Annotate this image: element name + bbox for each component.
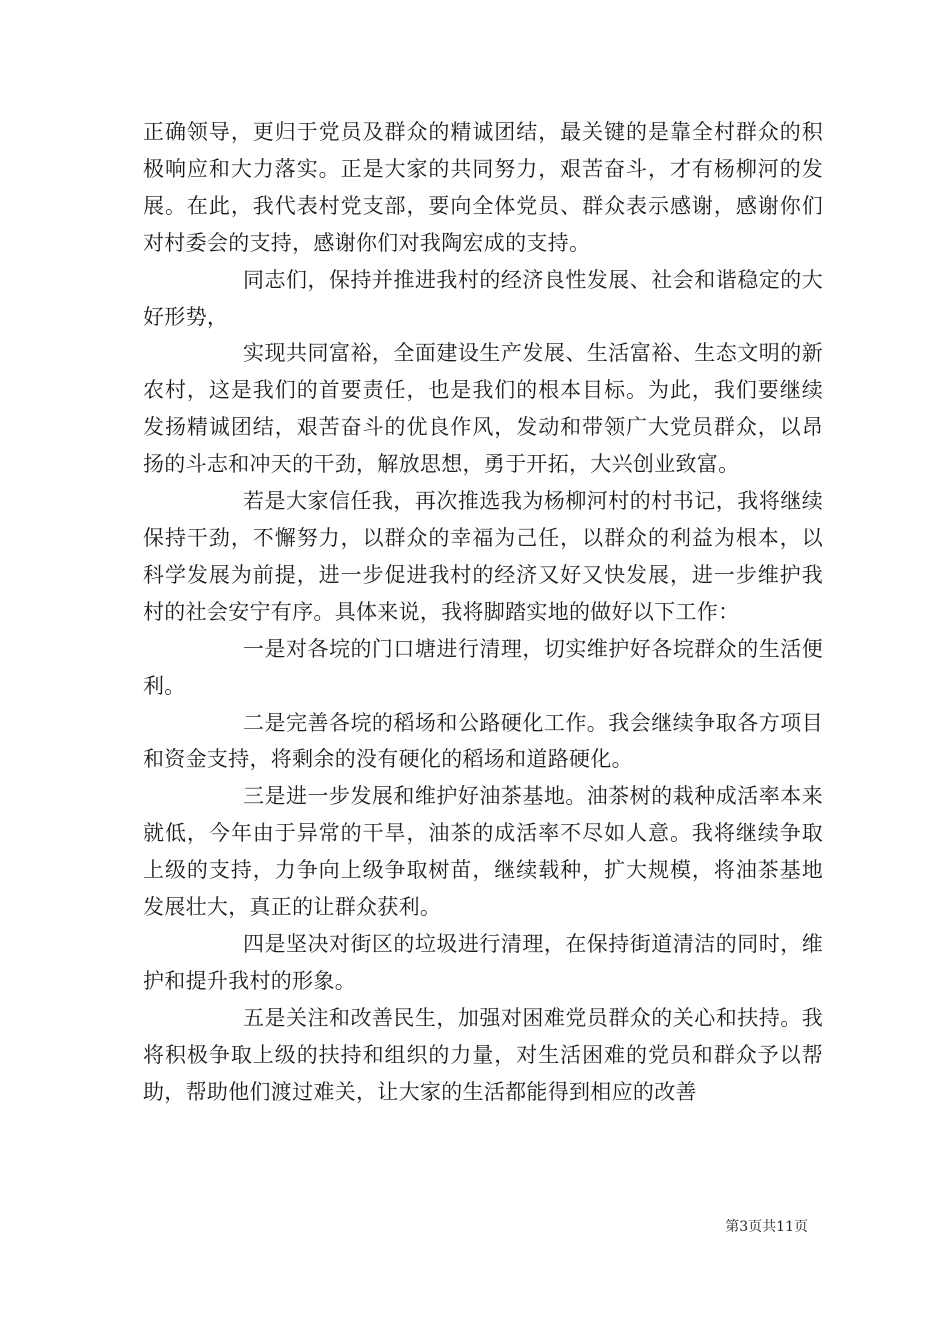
- paragraph-6: 二是完善各垸的稻场和公路硬化工作。我会继续争取各方项目和资金支持，将剩余的没有硬化的稻场和道路硬化。: [143, 710, 823, 772]
- paragraph-5: 一是对各垸的门口塘进行清理，切实维护好各垸群众的生活便利。: [143, 636, 823, 698]
- page-footer: 第3页共11页: [725, 1219, 808, 1235]
- paragraph-7: 三是进一步发展和维护好油茶基地。油茶树的栽种成活率本来就低，今年由于异常的干旱，油茶的成活率不尽如人意。我将继续争取上级的支持，力争向上级争取树苗，继续载种，扩大规模，将油茶基地发展壮大，真正的让群众获利。: [143, 784, 823, 920]
- document-body: [143, 114, 823, 1110]
- paragraph-8: 四是坚决对街区的垃圾进行清理，在保持街道清洁的同时，维护和提升我村的形象。: [143, 931, 823, 993]
- paragraph-2: 同志们，保持并推进我村的经济良性发展、社会和谐稳定的大好形势，: [143, 267, 823, 329]
- paragraph-9: 五是关注和改善民生，加强对困难党员群众的关心和扶持。我将积极争取上级的扶持和组织的力量，对生活困难的党员和群众予以帮助，帮助他们渡过难关，让大家的生活都能得到相应的改善: [143, 1005, 823, 1104]
- paragraph-3: 实现共同富裕，全面建设生产发展、生活富裕、生态文明的新农村，这是我们的首要责任，也是我们的根本目标。为此，我们要继续发扬精诚团结，艰苦奋斗的优良作风，发动和带领广大党员群众，以昂扬的斗志和冲天的干劲，解放思想，勇于开拓，大兴创业致富。: [143, 341, 823, 477]
- paragraph-4: 若是大家信任我，再次推选我为杨柳河村的村书记，我将继续保持干劲，不懈努力，以群众的幸福为己任，以群众的利益为根本，以科学发展为前提，进一步促进我村的经济又好又快发展，进一步维护我村的社会安宁有序。具体来说，我将脚踏实地的做好以下工作：: [143, 489, 823, 624]
- paragraph-1: 正确领导，更归于党员及群众的精诚团结，最关键的是靠全村群众的积极响应和大力落实。正是大家的共同努力，艰苦奋斗，才有杨柳河的发展。在此，我代表村党支部，要向全体党员、群众表示感谢，感谢你们对村委会的支持，感谢你们对我陶宏成的支持。: [143, 120, 823, 255]
